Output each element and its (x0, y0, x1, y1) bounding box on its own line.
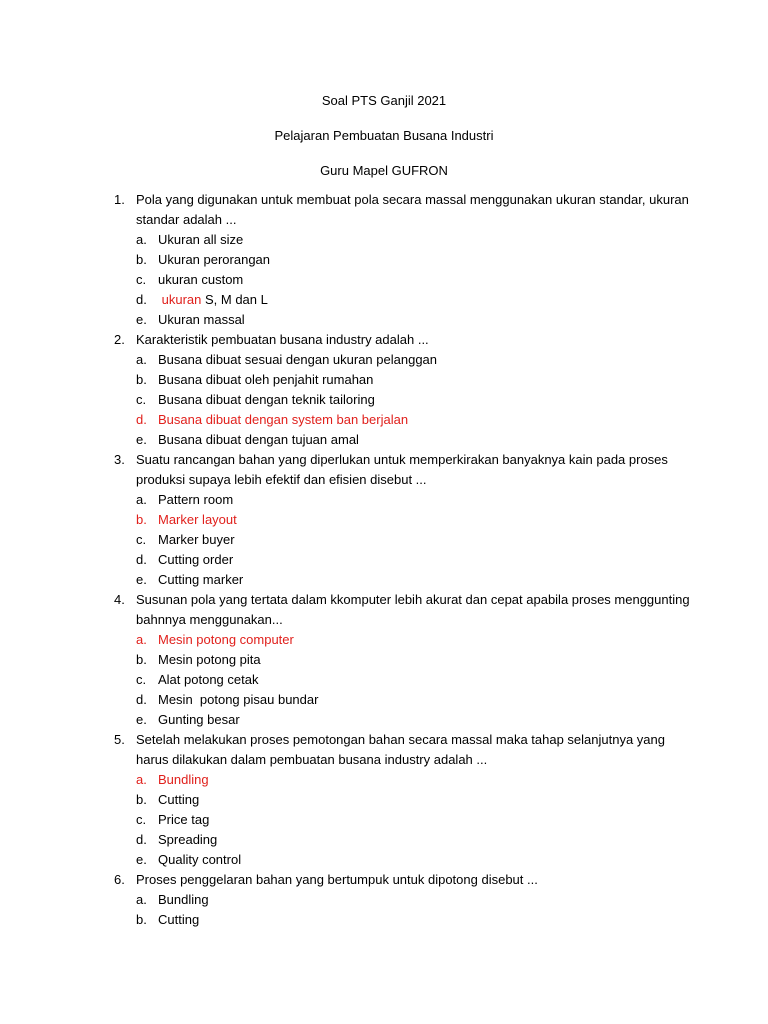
question-text: Setelah melakukan proses pemotongan bahan secara massal maka tahap selanjutnya yang harus dilakukan dalam pembuatan busana industry adalah ... (136, 732, 666, 767)
option-text: Quality control (158, 852, 242, 867)
option-item (136, 710, 694, 730)
option-text: Pattern room (158, 492, 234, 507)
option-letter: d. (136, 692, 147, 707)
option-item-answer (136, 290, 694, 310)
option-letter: b. (136, 372, 147, 387)
option-item (136, 830, 694, 850)
question-item (114, 730, 694, 870)
option-letter: a. (136, 232, 147, 247)
option-list (136, 490, 694, 590)
question-text: Karakteristik pembuatan busana industry adalah ... (136, 332, 429, 347)
question-text: Proses penggelaran bahan yang bertumpuk untuk dipotong disebut ... (136, 872, 538, 887)
option-text: Busana dibuat dengan system ban berjalan (158, 412, 409, 427)
option-list (136, 230, 694, 330)
question-number: 4. (114, 592, 125, 607)
option-text: S, M dan L (201, 292, 268, 307)
option-item (136, 390, 694, 410)
option-text: Busana dibuat dengan tujuan amal (158, 432, 359, 447)
option-letter: c. (136, 672, 147, 687)
option-item (136, 250, 694, 270)
option-text: Cutting (158, 912, 200, 927)
option-letter: c. (136, 812, 147, 827)
option-letter: b. (136, 912, 147, 927)
option-letter: d. (136, 832, 147, 847)
option-text: Busana dibuat dengan teknik tailoring (158, 392, 375, 407)
question-text: Suatu rancangan bahan yang diperlukan untuk memperkirakan banyaknya kain pada proses produksi supaya lebih efektif dan efisien disebut ... (136, 452, 668, 487)
option-text: Mesin potong pisau bundar (158, 692, 319, 707)
option-text: Price tag (158, 812, 210, 827)
option-text: Ukuran perorangan (158, 252, 271, 267)
option-text: Cutting (158, 792, 200, 807)
option-item (136, 310, 694, 330)
option-text: Bundling (158, 772, 209, 787)
option-list (136, 770, 694, 870)
option-text: Busana dibuat sesuai dengan ukuran pelanggan (158, 352, 438, 367)
option-item (136, 650, 694, 670)
option-text: Busana dibuat oleh penjahit rumahan (158, 372, 374, 387)
option-text: Spreading (158, 832, 218, 847)
option-item (136, 670, 694, 690)
question-item (114, 330, 694, 450)
option-item-answer (136, 410, 694, 430)
option-text: Cutting marker (158, 572, 244, 587)
option-text: Bundling (158, 892, 209, 907)
question-number: 1. (114, 192, 125, 207)
option-item (136, 570, 694, 590)
question-text: Susunan pola yang tertata dalam kkomputer lebih akurat dan cepat apabila proses menggunting bahnnya menggunakan... (136, 592, 690, 627)
option-letter: d. (136, 292, 147, 307)
option-letter: a. (136, 632, 147, 647)
option-letter: b. (136, 792, 147, 807)
option-text: Marker buyer (158, 532, 235, 547)
option-item (136, 690, 694, 710)
option-letter: e. (136, 712, 147, 727)
option-letter: c. (136, 392, 147, 407)
question-number: 6. (114, 872, 125, 887)
question-number: 3. (114, 452, 125, 467)
option-letter: b. (136, 252, 147, 267)
option-text: Mesin potong pita (158, 652, 261, 667)
option-item (136, 270, 694, 290)
option-letter: c. (136, 272, 147, 287)
option-list (136, 350, 694, 450)
option-letter: a. (136, 352, 147, 367)
teacher-line: Guru Mapel GUFRON (320, 163, 448, 178)
option-item (136, 910, 694, 930)
option-item (136, 230, 694, 250)
option-text: Alat potong cetak (158, 672, 259, 687)
subject-line: Pelajaran Pembuatan Busana Industri (274, 128, 494, 143)
option-item (136, 490, 694, 510)
document-title: Soal PTS Ganjil 2021 (321, 93, 447, 108)
option-text: Gunting besar (158, 712, 240, 727)
option-item (136, 890, 694, 910)
option-letter: d. (136, 552, 147, 567)
option-text: Ukuran all size (158, 232, 244, 247)
option-item-answer (136, 770, 694, 790)
option-text: Marker layout (158, 512, 237, 527)
option-text-highlighted: ukuran (158, 292, 202, 307)
question-text: Pola yang digunakan untuk membuat pola secara massal menggunakan ukuran standar, ukuran standar adalah ... (136, 192, 689, 227)
question-number: 2. (114, 332, 125, 347)
option-item (136, 550, 694, 570)
option-letter: b. (136, 512, 147, 527)
option-letter: e. (136, 572, 147, 587)
option-item (136, 430, 694, 450)
question-item (114, 450, 694, 590)
option-letter: c. (136, 532, 147, 547)
option-text: Ukuran massal (158, 312, 245, 327)
option-item (136, 530, 694, 550)
option-item (136, 850, 694, 870)
option-text: Mesin potong computer (158, 632, 294, 647)
option-item (136, 810, 694, 830)
option-text: ukuran custom (158, 272, 244, 287)
question-item (114, 190, 694, 330)
option-item-answer (136, 630, 694, 650)
question-item (114, 870, 694, 930)
option-letter: d. (136, 412, 147, 427)
option-item-answer (136, 510, 694, 530)
option-item (136, 370, 694, 390)
option-letter: e. (136, 432, 147, 447)
question-number: 5. (114, 732, 125, 747)
option-list (136, 630, 694, 730)
option-letter: e. (136, 312, 147, 327)
option-letter: a. (136, 772, 147, 787)
option-letter: e. (136, 852, 147, 867)
option-text: Cutting order (158, 552, 234, 567)
option-item (136, 790, 694, 810)
question-list (114, 190, 694, 930)
option-list (136, 890, 694, 930)
option-item (136, 350, 694, 370)
option-letter: a. (136, 492, 147, 507)
option-letter: a. (136, 892, 147, 907)
question-item (114, 590, 694, 730)
option-letter: b. (136, 652, 147, 667)
